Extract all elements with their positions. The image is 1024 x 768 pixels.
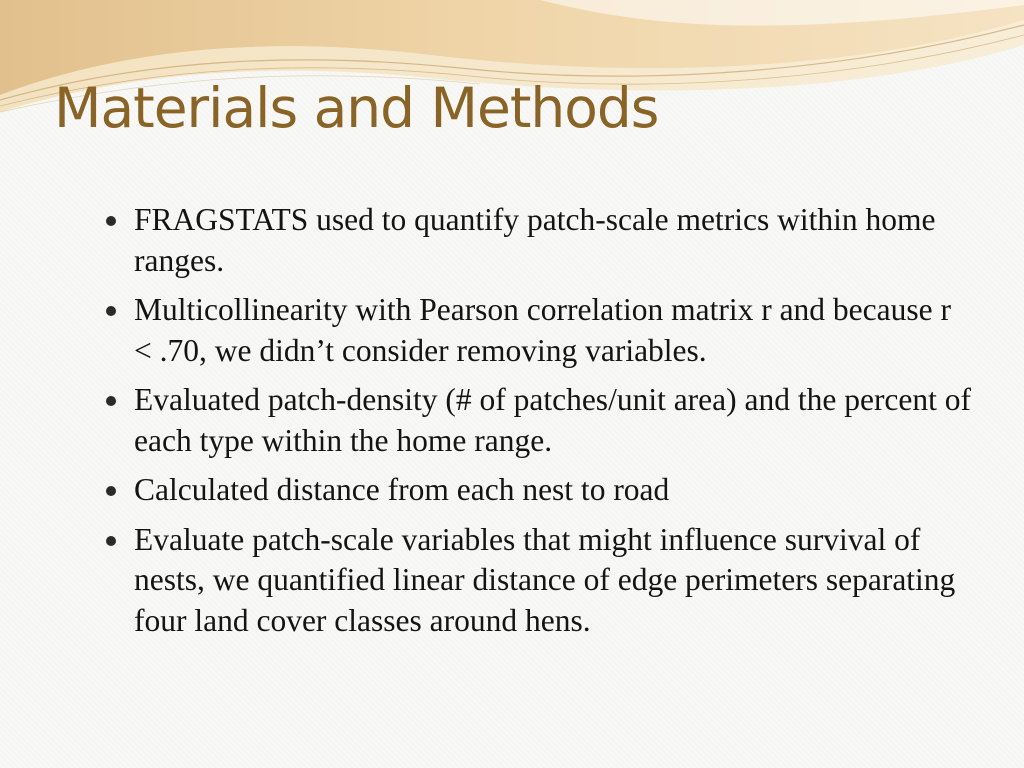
page-title: Materials and Methods (54, 76, 659, 140)
list-item (104, 520, 974, 642)
bullet-icon (106, 216, 116, 226)
list-item (104, 470, 974, 511)
bullet-icon (106, 306, 116, 316)
list-item (104, 290, 974, 371)
list-item (104, 200, 974, 281)
list-item (104, 380, 974, 461)
bullet-list (104, 200, 974, 650)
bullet-text: FRAGSTATS used to quantify patch-scale metrics within home ranges. (134, 202, 936, 278)
bullet-text: Multicollinearity with Pearson correlation matrix r and because r < .70, we didn’t consider removing variables. (134, 292, 951, 368)
bullet-text: Calculated distance from each nest to road (134, 472, 670, 507)
bullet-text: Evaluate patch-scale variables that might influence survival of nests, we quantified linear distance of edge perimeters separating four land cover classes around hens. (134, 521, 956, 638)
bullet-icon (106, 486, 116, 496)
bullet-text: Evaluated patch-density (# of patches/unit area) and the percent of each type within the home range. (134, 382, 972, 458)
bullet-icon (106, 536, 116, 546)
bullet-icon (106, 396, 116, 406)
